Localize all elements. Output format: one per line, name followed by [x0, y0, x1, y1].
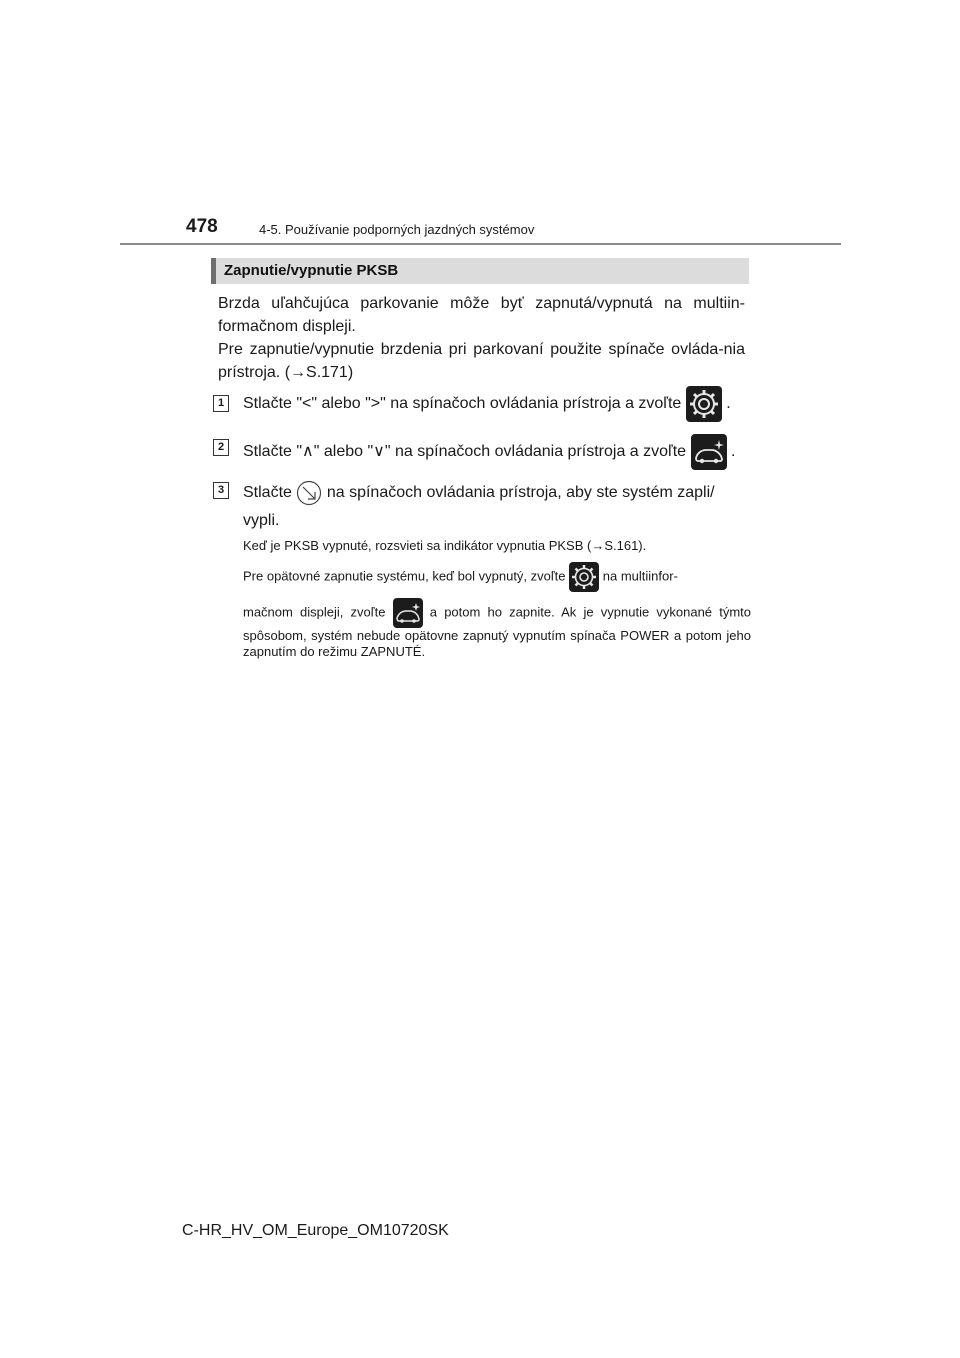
- page-number: 478: [186, 216, 218, 237]
- section-title: 4-5. Používanie podporných jazdných systémov: [259, 222, 535, 237]
- heading-title: Zapnutie/vypnutie PKSB: [224, 262, 399, 279]
- step-3-text-end: na spínačoch ovládania prístroja, aby ste systém zapli/ vypli.: [243, 484, 715, 529]
- step-1-text: Stlačte "<" alebo ">" na spínačoch ovládania prístroja a zvoľte: [243, 395, 682, 413]
- step-1: [243, 386, 753, 422]
- enter-button-icon: [296, 480, 322, 506]
- footer-doc-id: C-HR_HV_OM_Europe_OM10720SK: [182, 1222, 449, 1239]
- step-2-text: Stlačte "∧" alebo "∨" na spínačoch ovládania prístroja a zvoľte: [243, 443, 687, 461]
- driving-assist-car-icon: [393, 598, 423, 628]
- step-2-end: .: [730, 443, 736, 461]
- note-reenable-cont: [243, 598, 751, 660]
- note-reenable-part-3: mačnom displeji, zvoľte: [243, 604, 386, 620]
- intro-line-1: Brzda uľahčujúca parkovanie môže byť zapnutá/vypnutá na multiin-formačnom displeji.: [218, 295, 745, 335]
- step-3-text-start: Stlačte: [243, 484, 292, 501]
- step-2-number: 2: [213, 439, 229, 456]
- intro-paragraph: [218, 292, 745, 384]
- settings-gear-icon: [686, 386, 722, 422]
- note-pksb-off: Keď je PKSB vypnuté, rozsvieti sa indikátor vypnutia PKSB (→S.161).: [243, 538, 647, 553]
- header-divider: [120, 243, 841, 245]
- note-reenable-part-1: Pre opätovné zapnutie systému, keď bol vypnutý, zvoľte: [243, 568, 566, 584]
- step-1-number: 1: [213, 395, 229, 412]
- settings-gear-icon: [569, 562, 599, 592]
- note-reenable-part-2: na multiinfor-: [602, 568, 678, 584]
- step-3-number: 3: [213, 482, 229, 499]
- intro-line-2: Pre zapnutie/vypnutie brzdenia pri parkovaní použite spínače ovláda-nia prístroja. (→S.171): [218, 341, 745, 381]
- step-3: [243, 479, 753, 535]
- driving-assist-car-icon: [691, 434, 727, 470]
- step-1-end: .: [726, 395, 731, 413]
- note-reenable-part-4: a potom ho zapnite. Ak je vypnutie vykonané týmto spôsobom, systém nebude opätovne zapnutý vypnutím spínača POWER a potom jeho zapnutím do režimu ZAPNUTÉ.: [243, 604, 751, 659]
- heading-bar: [211, 258, 749, 284]
- note-reenable: [243, 562, 751, 592]
- heading-accent: [211, 258, 216, 284]
- step-2: [243, 434, 753, 470]
